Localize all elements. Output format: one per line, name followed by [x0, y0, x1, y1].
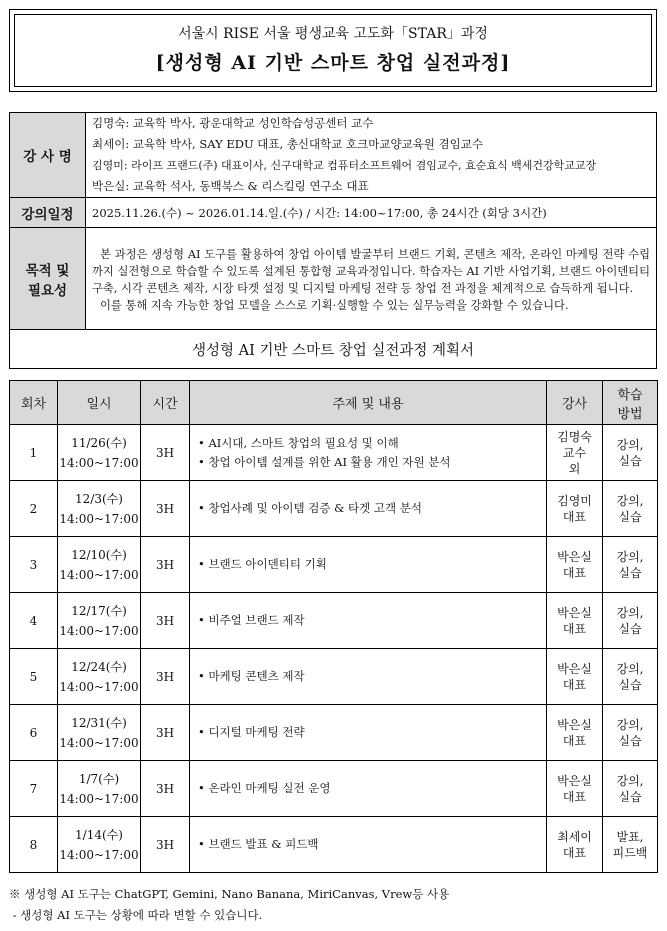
session-datetime	[58, 817, 141, 873]
table-row	[10, 761, 658, 817]
session-datetime	[58, 649, 141, 705]
instructor-line: 김영미: 라이프 프랜드(주) 대표이사, 신구대학교 컴퓨터소프트웨어 겸임교수, 효순효식 백세건강학교교장	[92, 159, 597, 172]
session-number: 3	[10, 537, 58, 593]
session-method	[603, 649, 658, 705]
purpose-paragraph: 본 과정은 생성형 AI 도구를 활용하여 창업 아이템 발굴부터 브랜드 기획, 콘텐츠 제작, 온라인 마케팅 전략 수립까지 실전형으로 학습할 수 있도록 설계된 통합형 교육과정입니다. 학습자는 AI 기반 사업기획, 브랜드 아이덴티티 구축, 시각 콘텐츠 제작, 시장 타겟 설정 및 디지털 마케팅 전략 등 창업 전 과정을 체계적으로 습득하게 됩니다.	[92, 247, 650, 295]
session-topics	[190, 425, 547, 481]
topic-item: • 창업사례 및 아이템 검증 & 타겟 고객 분석	[198, 499, 546, 518]
session-duration: 3H	[141, 817, 190, 873]
session-instructor	[547, 425, 603, 481]
note-tools: ※ 생성형 AI 도구는 ChatGPT, Gemini, Nano Banana, MiriCanvas, Vrew등 사용	[9, 887, 450, 901]
purpose-text	[86, 228, 657, 330]
method-line: 실습	[618, 509, 642, 524]
instructor-list	[86, 113, 657, 198]
method-line: 강의,	[616, 773, 644, 788]
instructor-line: 박은실: 교육학 석사, 동백북스 & 리스킬링 연구소 대표	[92, 179, 369, 193]
session-date: 1/14(수)	[75, 827, 123, 842]
session-number: 4	[10, 593, 58, 649]
notes	[9, 884, 449, 926]
session-hours: 14:00~17:00	[59, 567, 139, 582]
session-number: 2	[10, 481, 58, 537]
schedule-text: 2025.11.26.(수) ~ 2026.01.14.일.(수) / 시간: 14:00~17:00, 총 24시간 (회당 3시간)	[86, 198, 657, 228]
method-line: 실습	[618, 453, 642, 468]
schedule-header-row	[10, 381, 658, 425]
session-instructor	[547, 481, 603, 537]
session-hours: 14:00~17:00	[59, 623, 139, 638]
table-row	[10, 425, 658, 481]
instructor-line: 대표	[562, 621, 587, 636]
instructor-line: 대표	[562, 789, 587, 804]
session-hours: 14:00~17:00	[59, 847, 139, 862]
session-instructor	[547, 705, 603, 761]
table-row	[10, 649, 658, 705]
session-number: 1	[10, 425, 58, 481]
session-number: 6	[10, 705, 58, 761]
header-session: 회차	[10, 381, 58, 425]
schedule-table	[9, 380, 658, 873]
method-line: 강의,	[616, 493, 644, 508]
session-method	[603, 481, 658, 537]
session-duration: 3H	[141, 649, 190, 705]
session-method	[603, 705, 658, 761]
method-line: 실습	[618, 677, 642, 692]
title-box	[9, 9, 657, 92]
session-number: 8	[10, 817, 58, 873]
session-method	[603, 761, 658, 817]
table-row	[10, 705, 658, 761]
table-row	[10, 481, 658, 537]
session-hours: 14:00~17:00	[59, 511, 139, 526]
instructor-line: 박은실	[557, 717, 592, 732]
method-line: 실습	[618, 621, 642, 636]
session-number: 7	[10, 761, 58, 817]
method-line: 강의,	[616, 605, 644, 620]
table-row	[10, 817, 658, 873]
header-time: 시간	[141, 381, 190, 425]
session-hours: 14:00~17:00	[59, 791, 139, 806]
session-method	[603, 537, 658, 593]
session-method	[603, 817, 658, 873]
table-row	[10, 537, 658, 593]
method-line: 발표,	[616, 829, 644, 844]
session-duration: 3H	[141, 425, 190, 481]
method-line: 실습	[618, 565, 642, 580]
topic-item: • 브랜드 발표 & 피드백	[198, 835, 546, 854]
session-datetime	[58, 705, 141, 761]
session-date: 1/7(수)	[78, 771, 120, 786]
session-duration: 3H	[141, 481, 190, 537]
session-duration: 3H	[141, 537, 190, 593]
topic-item: • 브랜드 아이덴티티 기획	[198, 555, 546, 574]
topic-item: • 온라인 마케팅 실전 운영	[198, 779, 546, 798]
session-instructor	[547, 761, 603, 817]
header-method-line2: 방법	[617, 406, 643, 422]
topic-item: • AI시대, 스마트 창업의 필요성 및 이해	[198, 434, 546, 453]
schedule-label: 강의일정	[10, 198, 86, 228]
instructor-label: 강 사 명	[10, 113, 86, 198]
session-topics	[190, 593, 547, 649]
method-line: 강의,	[616, 717, 644, 732]
instructor-line: 대표	[562, 677, 587, 692]
method-line: 강의,	[616, 661, 644, 676]
method-line: 강의,	[616, 549, 644, 564]
instructor-line: 외	[568, 461, 581, 476]
note-change: - 생성형 AI 도구는 상황에 따라 변할 수 있습니다.	[9, 908, 263, 922]
session-hours: 14:00~17:00	[59, 735, 139, 750]
instructor-line: 최세이	[557, 829, 592, 844]
session-date: 12/24(수)	[71, 659, 127, 674]
instructor-line: 김명숙: 교육학 박사, 광운대학교 성인학습성공센터 교수	[92, 116, 374, 130]
session-hours: 14:00~17:00	[59, 679, 139, 694]
instructor-line: 박은실	[557, 661, 592, 676]
session-instructor	[547, 817, 603, 873]
session-date: 12/17(수)	[71, 603, 127, 618]
session-hours: 14:00~17:00	[59, 455, 139, 470]
session-method	[603, 593, 658, 649]
course-info-table	[9, 112, 657, 369]
session-datetime	[58, 593, 141, 649]
session-instructor	[547, 537, 603, 593]
session-datetime	[58, 425, 141, 481]
session-number: 5	[10, 649, 58, 705]
session-date: 11/26(수)	[71, 435, 127, 450]
method-line: 실습	[618, 789, 642, 804]
session-topics	[190, 761, 547, 817]
table-row	[10, 593, 658, 649]
session-instructor	[547, 649, 603, 705]
session-date: 12/10(수)	[71, 547, 127, 562]
header-date: 일시	[58, 381, 141, 425]
topic-item: • 비주얼 브랜드 제작	[198, 611, 546, 630]
purpose-label-line2: 필요성	[27, 282, 68, 299]
session-instructor	[547, 593, 603, 649]
session-date: 12/31(수)	[71, 715, 127, 730]
instructor-line: 교수	[562, 445, 587, 460]
topic-item: • 디지털 마케팅 전략	[198, 723, 546, 742]
instructor-line: 박은실	[557, 605, 592, 620]
session-datetime	[58, 537, 141, 593]
session-topics	[190, 705, 547, 761]
instructor-line: 대표	[562, 509, 587, 524]
session-topics	[190, 649, 547, 705]
session-date: 12/3(수)	[75, 491, 123, 506]
session-datetime	[58, 481, 141, 537]
purpose-paragraph: 이를 통해 지속 가능한 창업 모델을 스스로 기획·실행할 수 있는 실무능력을 강화할 수 있습니다.	[100, 298, 569, 312]
instructor-line: 김영미	[557, 493, 592, 508]
instructor-line: 박은실	[557, 773, 592, 788]
purpose-label	[10, 228, 86, 330]
session-duration: 3H	[141, 593, 190, 649]
topic-item: • 마케팅 콘텐츠 제작	[198, 667, 546, 686]
instructor-line: 대표	[562, 733, 587, 748]
instructor-line: 최세이: 교육학 박사, SAY EDU 대표, 총신대학교 호크마교양교육원 겸임교수	[92, 137, 483, 151]
purpose-label-line1: 목적 및	[25, 262, 70, 279]
topic-item: • 창업 아이템 설계를 위한 AI 활용 개인 자원 분석	[198, 453, 546, 472]
session-duration: 3H	[141, 761, 190, 817]
header-instructor: 강사	[547, 381, 603, 425]
plan-title: 생성형 AI 기반 스마트 창업 실전과정 계획서	[10, 330, 657, 369]
instructor-line: 대표	[562, 565, 587, 580]
course-title: [생성형 AI 기반 스마트 창업 실전과정]	[155, 52, 511, 74]
instructor-line: 김명숙	[557, 429, 592, 444]
header-method	[603, 381, 658, 425]
method-line: 실습	[618, 733, 642, 748]
instructor-line: 박은실	[557, 549, 592, 564]
session-method	[603, 425, 658, 481]
session-datetime	[58, 761, 141, 817]
method-line: 피드백	[612, 845, 648, 860]
session-topics	[190, 537, 547, 593]
instructor-line: 대표	[562, 845, 587, 860]
program-subtitle: 서울시 RISE 서울 평생교육 고도화「STAR」과정	[178, 26, 488, 42]
header-topic: 주제 및 내용	[190, 381, 547, 425]
session-duration: 3H	[141, 705, 190, 761]
method-line: 강의,	[616, 437, 644, 452]
header-method-line1: 학습	[617, 387, 643, 403]
session-topics	[190, 481, 547, 537]
session-topics	[190, 817, 547, 873]
